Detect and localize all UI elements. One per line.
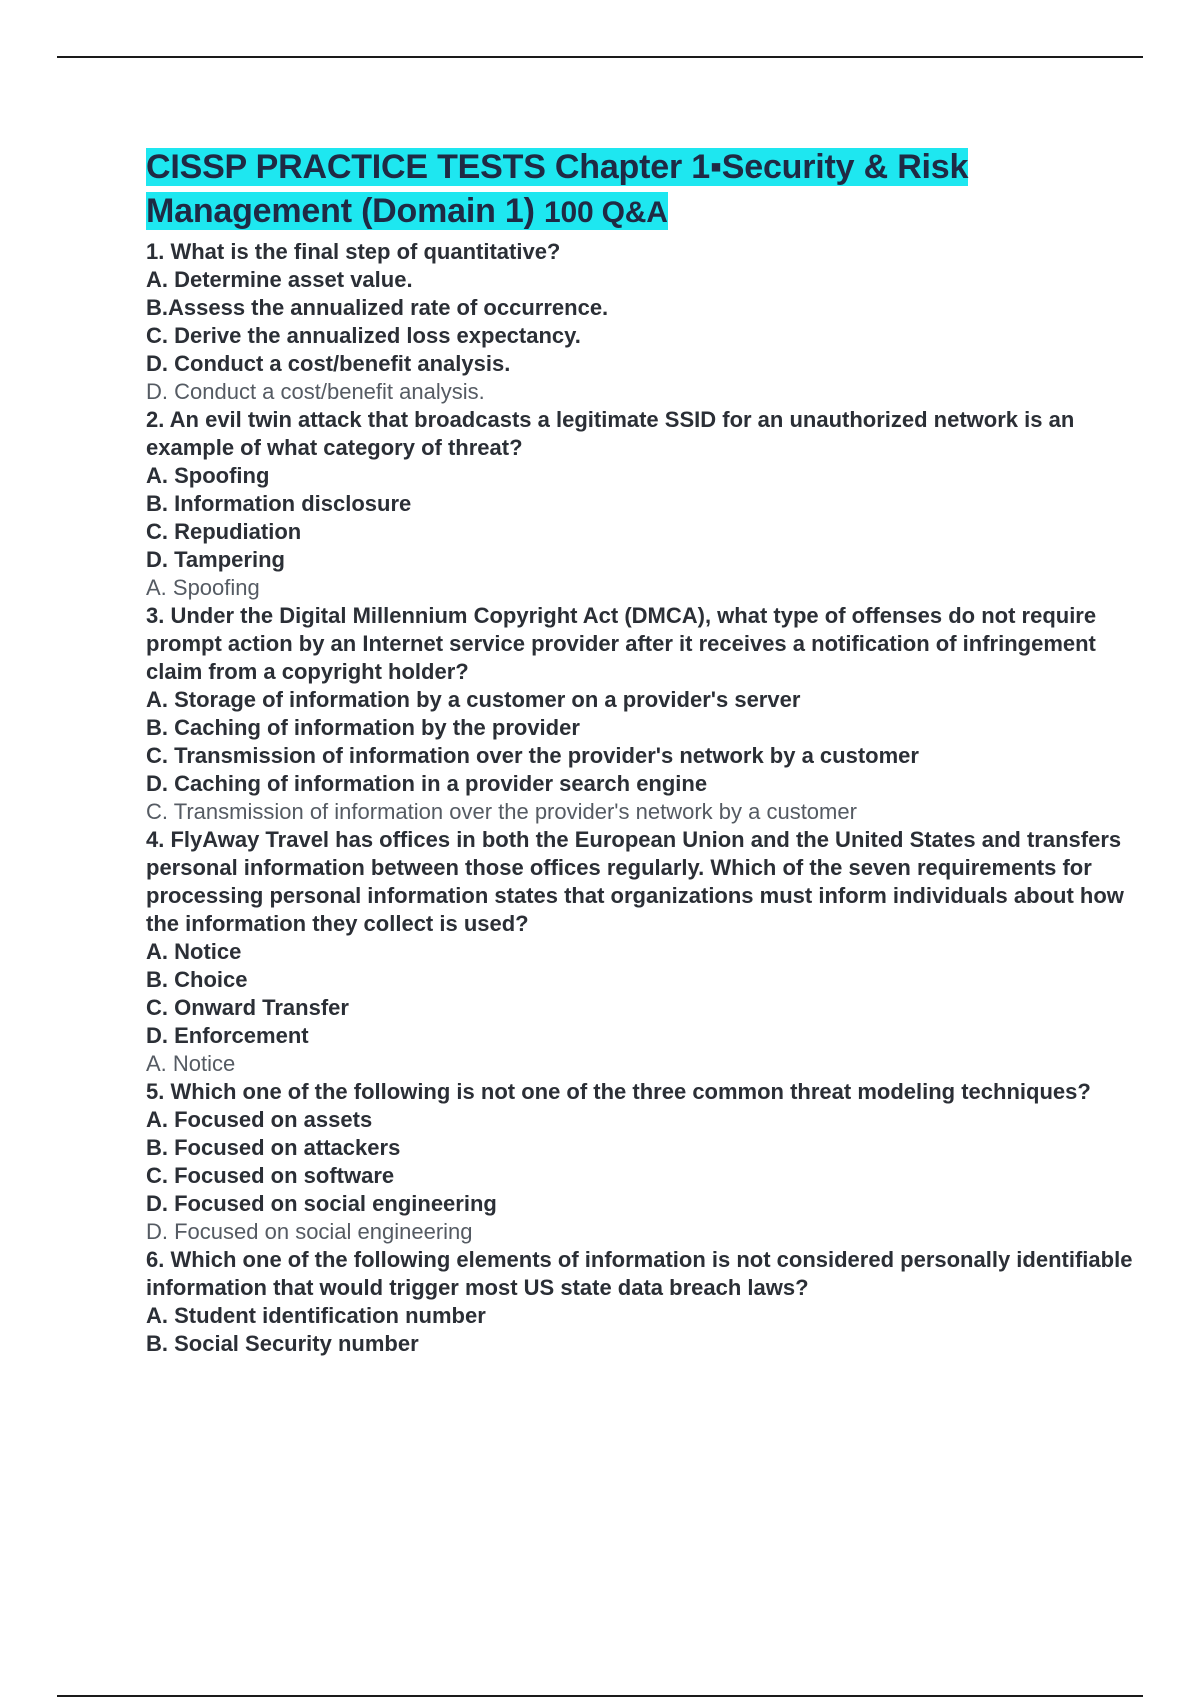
question-item	[146, 602, 1146, 826]
correct-answer: D. Conduct a cost/benefit analysis.	[146, 379, 485, 404]
question-item	[146, 1078, 1146, 1246]
answer-option: B. Choice	[146, 967, 248, 992]
option-list	[146, 1302, 1146, 1358]
answer-option: C. Transmission of information over the provider's network by a customer	[146, 743, 919, 768]
answer-option: D. Caching of information in a provider search engine	[146, 771, 708, 796]
question-list	[146, 238, 1146, 1358]
answer-option: A. Notice	[146, 939, 242, 964]
correct-answer: A. Spoofing	[146, 575, 260, 600]
answer-option: B.Assess the annualized rate of occurrence.	[146, 295, 609, 320]
question-text: 1. What is the final step of quantitative?	[146, 239, 561, 264]
correct-answer: A. Notice	[146, 1051, 236, 1076]
title-tail: 100 Q&A	[544, 196, 668, 229]
title-main: CISSP PRACTICE TESTS Chapter 1▪Security & Risk Management (Domain 1)	[146, 148, 969, 230]
answer-option: C. Repudiation	[146, 519, 302, 544]
answer-option: A. Storage of information by a customer on a provider's server	[146, 687, 801, 712]
answer-option: A. Focused on assets	[146, 1107, 373, 1132]
question-text: 6. Which one of the following elements of information is not considered personally identifiable information that would trigger most US state data breach laws?	[146, 1247, 1133, 1300]
answer-option: D. Tampering	[146, 547, 285, 572]
answer-option: C. Derive the annualized loss expectancy.	[146, 323, 581, 348]
option-list	[146, 1106, 1146, 1218]
answer-option: D. Focused on social engineering	[146, 1191, 497, 1216]
option-list	[146, 686, 1146, 798]
document-body	[146, 145, 1146, 1358]
question-item	[146, 406, 1146, 602]
answer-option: B. Focused on attackers	[146, 1135, 401, 1160]
answer-option: B. Social Security number	[146, 1331, 419, 1356]
question-item	[146, 238, 1146, 406]
answer-option: A. Determine asset value.	[146, 267, 413, 292]
option-list	[146, 938, 1146, 1050]
option-list	[146, 462, 1146, 574]
question-text: 3. Under the Digital Millennium Copyright Act (DMCA), what type of offenses do not require prompt action by an Internet service provider after it receives a notification of infringement claim from a copyright holder?	[146, 603, 1097, 684]
answer-option: A. Spoofing	[146, 463, 270, 488]
top-divider	[57, 56, 1143, 58]
title-highlight	[146, 148, 968, 230]
correct-answer: C. Transmission of information over the provider's network by a customer	[146, 799, 857, 824]
document-title	[146, 145, 1146, 235]
answer-option: B. Information disclosure	[146, 491, 412, 516]
option-list	[146, 266, 1146, 378]
answer-option: A. Student identification number	[146, 1303, 486, 1328]
question-text: 4. FlyAway Travel has offices in both the European Union and the United States and transfers personal information between those offices regularly. Which of the seven requirements for processing personal information states that organizations must inform individuals about how the information they collect is used?	[146, 827, 1124, 936]
answer-option: D. Enforcement	[146, 1023, 309, 1048]
answer-option: C. Onward Transfer	[146, 995, 349, 1020]
answer-option: D. Conduct a cost/benefit analysis.	[146, 351, 511, 376]
question-item	[146, 826, 1146, 1078]
question-text: 2. An evil twin attack that broadcasts a legitimate SSID for an unauthorized network is an example of what category of threat?	[146, 407, 1075, 460]
question-text: 5. Which one of the following is not one of the three common threat modeling techniques?	[146, 1079, 1091, 1104]
answer-option: B. Caching of information by the provider	[146, 715, 580, 740]
correct-answer: D. Focused on social engineering	[146, 1219, 473, 1244]
bottom-divider	[57, 1695, 1143, 1697]
question-item	[146, 1246, 1146, 1358]
answer-option: C. Focused on software	[146, 1163, 395, 1188]
